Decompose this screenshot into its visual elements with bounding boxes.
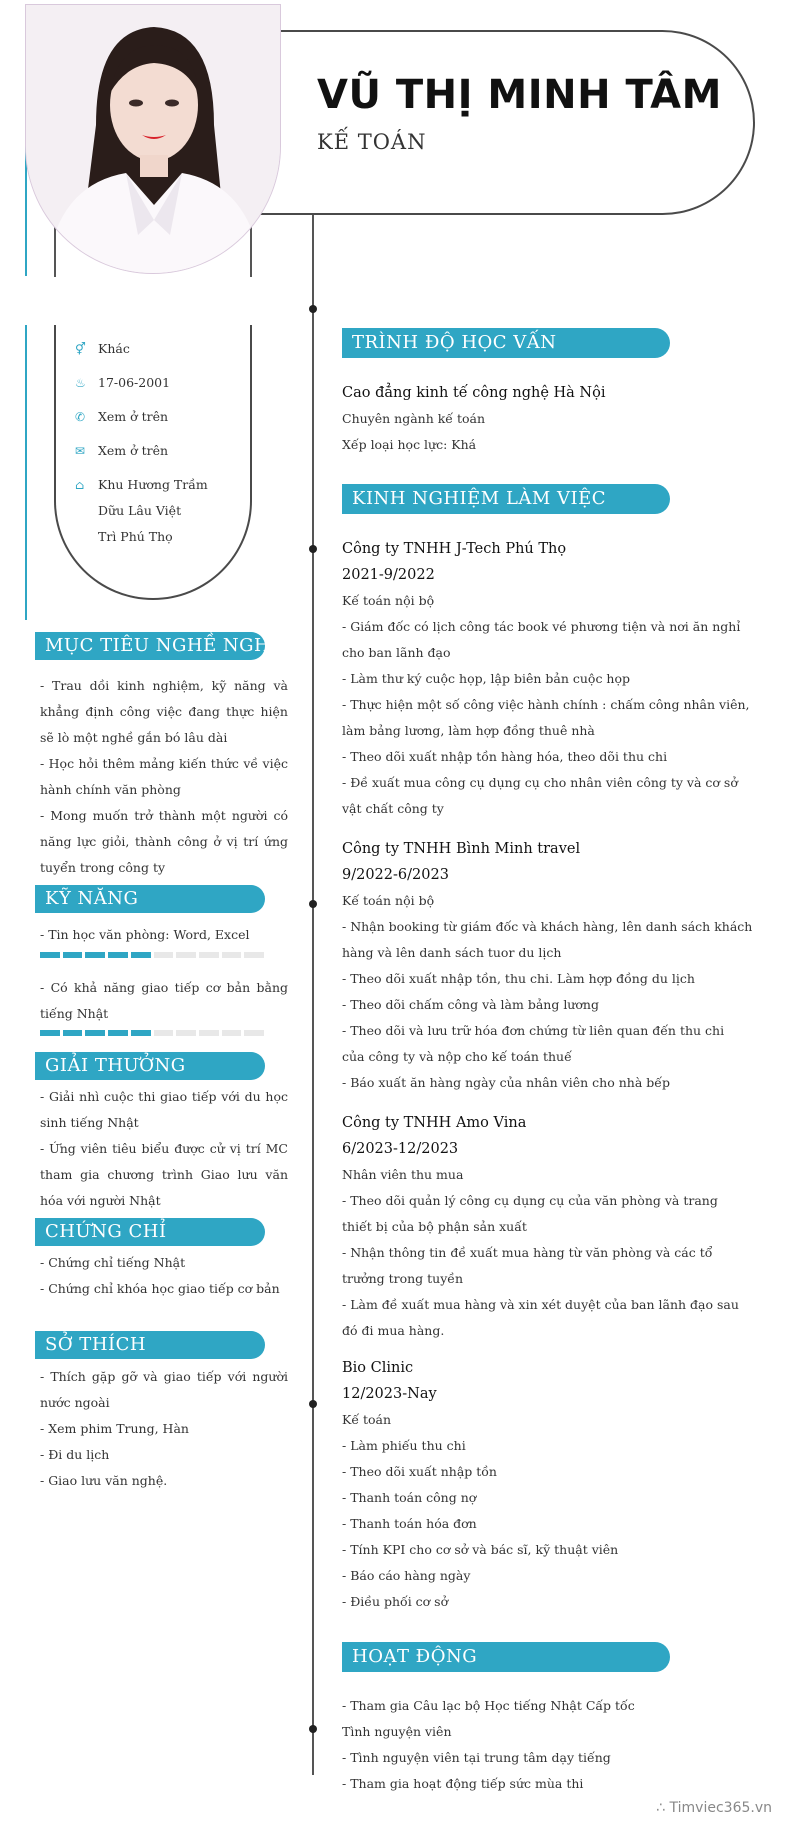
timeline-dot <box>309 1400 317 1408</box>
job-duty: đó đi mua hàng. <box>342 1323 445 1338</box>
activity-item: - Tham gia Câu lạc bộ Học tiếng Nhật Cấp tốc <box>342 1698 635 1713</box>
skill-item <box>40 975 288 1027</box>
education-major: Chuyên ngành kế toán <box>342 411 486 426</box>
job-duty: vật chất công ty <box>342 801 444 816</box>
objective-body <box>40 673 288 881</box>
job-company: Bio Clinic <box>342 1360 414 1376</box>
objective-item: - Trau dồi kinh nghiệm, kỹ năng và khẳng định công việc đang thực hiện sẽ lò một nghề gắn bó lâu dài <box>40 678 288 745</box>
skill-level-segment <box>85 952 105 958</box>
skill-level-segment <box>199 952 219 958</box>
education-grade: Xếp loại học lực: Khá <box>342 437 477 452</box>
award-item: - Giải nhì cuộc thi giao tiếp với du học sinh tiếng Nhật <box>40 1089 288 1130</box>
job-duty: - Theo dõi xuất nhập tồn hàng hóa, theo dõi thu chi <box>342 749 668 764</box>
job-entry <box>342 1110 782 1344</box>
job-duty: - Báo xuất ăn hàng ngày của nhân viên cho nhà bếp <box>342 1075 670 1090</box>
watermark-link[interactable]: ∴ Timviec365.vn <box>656 1800 772 1816</box>
award-item: - Ứng viên tiêu biểu được cử vị trí MC tham gia chương trình Giao lưu văn hóa với người Nhật <box>40 1141 288 1208</box>
job-company: Công ty TNHH Amo Vina <box>342 1115 527 1131</box>
skill-level-segment <box>131 1030 151 1036</box>
timeline-dot <box>309 900 317 908</box>
objective-heading: MỤC TIÊU NGHỀ NGHIỆP <box>35 632 265 660</box>
job-duty: - Thanh toán công nợ <box>342 1490 477 1505</box>
contact-address <box>75 478 208 550</box>
job-duty: cho ban lãnh đạo <box>342 645 451 660</box>
awards-body <box>40 1084 288 1214</box>
skill-level-segment <box>199 1030 219 1036</box>
skills-heading: KỸ NĂNG <box>35 885 265 913</box>
candidate-name: VŨ THỊ MINH TÂM <box>317 72 722 118</box>
timeline-dot <box>309 545 317 553</box>
skill-level-segment <box>244 952 264 958</box>
certificate-item: - Chứng chỉ tiếng Nhật <box>40 1255 186 1270</box>
job-role: Kế toán nội bộ <box>342 893 435 908</box>
job-duty: - Làm phiếu thu chi <box>342 1438 466 1453</box>
job-title: KẾ TOÁN <box>317 130 427 154</box>
hobbies-heading: SỞ THÍCH <box>35 1331 265 1359</box>
job-role: Kế toán <box>342 1412 392 1427</box>
job-duty: - Thanh toán hóa đơn <box>342 1516 477 1531</box>
education-school: Cao đẳng kinh tế công nghệ Hà Nội <box>342 385 606 401</box>
contact-email-text: Xem ở trên <box>98 443 169 458</box>
job-entry <box>342 836 782 1096</box>
activity-item: Tình nguyện viên <box>342 1724 452 1739</box>
left-accent-line-mid <box>25 325 27 620</box>
job-date: 9/2022-6/2023 <box>342 867 449 883</box>
job-company: Công ty TNHH Bình Minh travel <box>342 841 581 857</box>
activity-item: - Tình nguyện viên tại trung tâm dạy tiếng <box>342 1750 611 1765</box>
certificates-heading: CHỨNG CHỈ <box>35 1218 265 1246</box>
job-duty: - Nhận booking từ giám đốc và khách hàng, lên danh sách khách <box>342 919 753 934</box>
skill-level-segment <box>131 952 151 958</box>
address-line: Trì Phú Thọ <box>98 529 173 544</box>
home-icon: ⌂ <box>75 478 85 492</box>
job-duty: trưởng trong tuyền <box>342 1271 464 1286</box>
job-role: Nhân viên thu mua <box>342 1167 464 1182</box>
photo-frame-line-left <box>54 225 56 277</box>
whatsapp-phone-icon: ✆ <box>75 410 86 424</box>
activities-heading: HOẠT ĐỘNG <box>342 1642 670 1672</box>
hobby-item: - Thích gặp gỡ và giao tiếp với người nước ngoài <box>40 1369 288 1410</box>
job-duty: - Thực hiện một số công việc hành chính : chấm công nhân viên, <box>342 697 750 712</box>
birthday-cake-icon: ♨ <box>75 376 86 390</box>
job-duty: hàng và lên danh sách tuor du lịch <box>342 945 562 960</box>
address-line: Dữu Lâu Việt <box>98 503 182 518</box>
hobby-item: - Xem phim Trung, Hàn <box>40 1421 189 1436</box>
envelope-icon: ✉ <box>75 444 86 458</box>
skill-level-bar <box>40 952 264 958</box>
contact-phone-text: Xem ở trên <box>98 409 169 424</box>
timeline-dot <box>309 1725 317 1733</box>
skill-level-segment <box>108 1030 128 1036</box>
job-duty: - Báo cáo hàng ngày <box>342 1568 471 1583</box>
job-duty: - Theo dõi và lưu trữ hóa đơn chứng từ liên quan đến thu chi <box>342 1023 725 1038</box>
skill-level-segment <box>244 1030 264 1036</box>
job-date: 2021-9/2022 <box>342 567 435 583</box>
objective-item: - Học hỏi thêm mảng kiến thức về việc hành chính văn phòng <box>40 756 288 797</box>
skill-level-segment <box>108 952 128 958</box>
job-date: 12/2023-Nay <box>342 1386 437 1402</box>
skill-level-segment <box>40 952 60 958</box>
address-line: Khu Hương Trầm <box>98 477 208 492</box>
job-duty: thiết bị của bộ phận sản xuất <box>342 1219 527 1234</box>
skill-level-segment <box>40 1030 60 1036</box>
skill-level-segment <box>176 952 196 958</box>
timeline-dot <box>309 305 317 313</box>
certificate-item: - Chứng chỉ khóa học giao tiếp cơ bản <box>40 1281 280 1296</box>
contact-birthday-text: 17-06-2001 <box>98 375 171 390</box>
job-date: 6/2023-12/2023 <box>342 1141 459 1157</box>
portrait-image <box>26 5 280 273</box>
job-company: Công ty TNHH J-Tech Phú Thọ <box>342 541 567 557</box>
job-entry <box>342 1355 782 1615</box>
skill-label: - Có khả năng giao tiếp cơ bản bằng tiếng Nhật <box>40 980 288 1021</box>
experience-heading: KINH NGHIỆM LÀM VIỆC <box>342 484 670 514</box>
contact-gender <box>75 342 130 362</box>
activity-item: - Tham gia hoạt động tiếp sức mùa thi <box>342 1776 584 1791</box>
job-duty: của công ty và nộp cho kế toán thuế <box>342 1049 572 1064</box>
job-duty: - Nhận thông tin đề xuất mua hàng từ văn phòng và các tổ <box>342 1245 713 1260</box>
hobby-item: - Giao lưu văn nghệ. <box>40 1473 168 1488</box>
job-role: Kế toán nội bộ <box>342 593 435 608</box>
job-duty: - Làm đề xuất mua hàng và xin xét duyệt của ban lãnh đạo sau <box>342 1297 739 1312</box>
skill-level-segment <box>63 1030 83 1036</box>
skill-label: - Tin học văn phòng: Word, Excel <box>40 927 250 942</box>
contact-gender-text: Khác <box>98 341 130 356</box>
activities-body <box>342 1693 782 1797</box>
certificates-body <box>40 1250 288 1302</box>
skill-level-segment <box>63 952 83 958</box>
skill-level-segment <box>154 1030 174 1036</box>
hobby-item: - Đi du lịch <box>40 1447 110 1462</box>
skill-level-bar <box>40 1030 264 1036</box>
gender-icon: ⚥ <box>75 342 86 356</box>
skill-level-segment <box>85 1030 105 1036</box>
job-duty: - Tính KPI cho cơ sở và bác sĩ, kỹ thuật viên <box>342 1542 619 1557</box>
awards-heading: GIẢI THƯỞNG <box>35 1052 265 1080</box>
timeline-line <box>312 215 314 1775</box>
photo-frame-line-right <box>250 225 252 277</box>
job-duty: - Điều phối cơ sở <box>342 1594 449 1609</box>
skill-level-segment <box>222 952 242 958</box>
contact-phone <box>75 410 168 430</box>
objective-item: - Mong muốn trở thành một người có năng lực giỏi, thành công ở vị trí ứng tuyển trong công ty <box>40 808 288 875</box>
name-frame <box>255 30 755 215</box>
profile-photo <box>25 4 281 274</box>
skill-level-segment <box>154 952 174 958</box>
skill-level-segment <box>222 1030 242 1036</box>
job-duty: làm bảng lương, làm hợp đồng thuê nhà <box>342 723 595 738</box>
job-duty: - Theo dõi quản lý công cụ dụng cụ của văn phòng và trang <box>342 1193 718 1208</box>
skill-level-segment <box>176 1030 196 1036</box>
job-entry <box>342 536 782 822</box>
education-heading: TRÌNH ĐỘ HỌC VẤN <box>342 328 670 358</box>
education-body <box>342 380 782 458</box>
hobbies-body <box>40 1364 288 1494</box>
job-duty: - Đề xuất mua công cụ dụng cụ cho nhân viên công ty và cơ sở <box>342 775 738 790</box>
contact-email <box>75 444 168 464</box>
job-duty: - Làm thư ký cuộc họp, lập biên bản cuộc họp <box>342 671 631 686</box>
skill-item <box>40 922 288 948</box>
job-duty: - Giám đốc có lịch công tác book vé phương tiện và nơi ăn nghỉ <box>342 619 741 634</box>
contact-birthday <box>75 376 170 396</box>
job-duty: - Theo dõi xuất nhập tồn <box>342 1464 497 1479</box>
job-duty: - Theo dõi xuất nhập tồn, thu chi. Làm hợp đồng du lịch <box>342 971 695 986</box>
job-duty: - Theo dõi chấm công và làm bảng lương <box>342 997 599 1012</box>
